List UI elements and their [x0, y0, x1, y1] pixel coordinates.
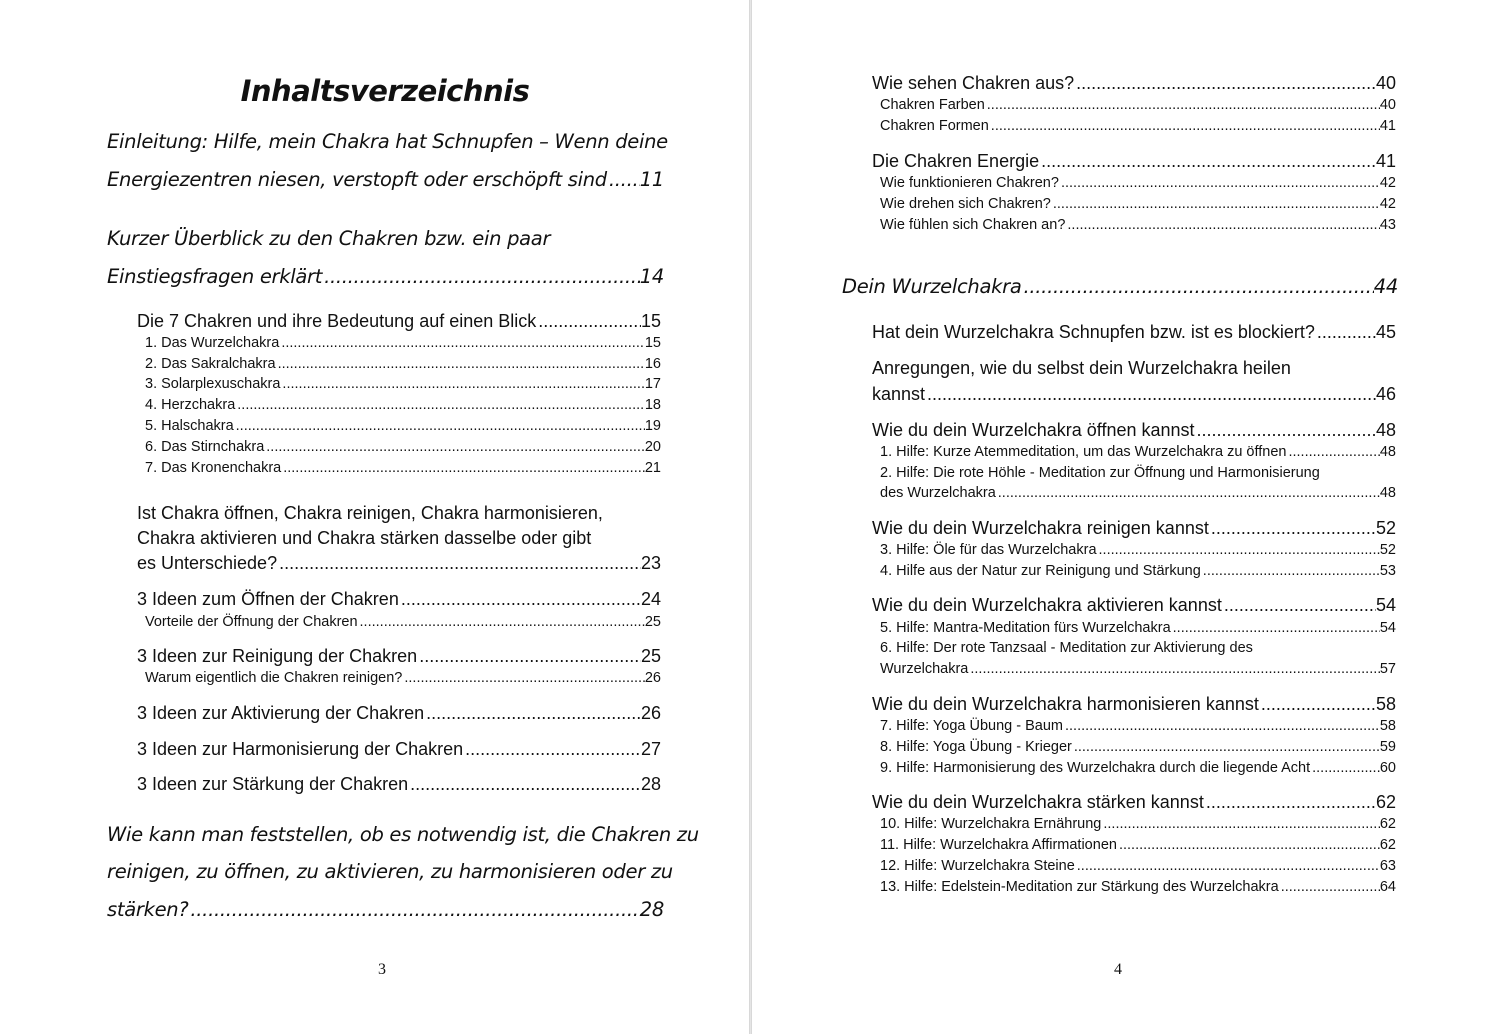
toc-entry-chakra-7[interactable] [145, 460, 661, 476]
toc-entry-hilfe-12[interactable] [880, 858, 1396, 874]
toc-entry-title: Wie du dein Wurzelchakra öffnen kannst [872, 420, 1195, 440]
toc-page-number: 41 [1379, 118, 1396, 134]
toc-entry-title: 5. Halschakra [145, 418, 234, 434]
toc-page-number: 18 [644, 397, 661, 413]
toc-entry-title: 12. Hilfe: Wurzelchakra Steine [880, 858, 1075, 874]
toc-entry-farben[interactable] [880, 97, 1396, 113]
toc-entry-title: 3 Ideen zur Reinigung der Chakren [137, 646, 418, 666]
toc-entry-anregungen[interactable] [872, 384, 1396, 405]
toc-entry-title: 13. Hilfe: Edelstein-Meditation zur Stärkung des Wurzelchakra [880, 879, 1279, 895]
toc-entry-reinigung[interactable] [137, 646, 661, 667]
toc-page-number: 58 [1379, 718, 1396, 734]
toc-entry-title: 7. Hilfe: Yoga Übung - Baum [880, 718, 1063, 734]
toc-entry-title: 11. Hilfe: Wurzelchakra Affirmationen [880, 837, 1117, 853]
toc-page-number: 54 [1379, 620, 1396, 636]
toc-page-number: 52 [1379, 542, 1396, 558]
toc-entry-title: Energiezentren niesen, verstopft oder erschöpft sind [107, 168, 607, 191]
toc-page-number: 42 [1379, 175, 1396, 191]
toc-entry-ist-line1[interactable]: Ist Chakra öffnen, Chakra reinigen, Chakra harmonisieren, [137, 503, 603, 523]
toc-page-number: 58 [1375, 694, 1396, 714]
toc-page-number: 28 [640, 774, 661, 794]
toc-entry-title: Wie fühlen sich Chakren an? [880, 217, 1066, 233]
page-number-right: 4 [1114, 961, 1122, 978]
toc-entry-feststellen[interactable] [107, 898, 664, 921]
toc-entry-title: Wie sehen Chakren aus? [872, 73, 1075, 93]
toc-entry-hilfe-7[interactable] [880, 718, 1396, 734]
toc-page-number: 42 [1379, 196, 1396, 212]
toc-entry-hilfe-6-line1[interactable]: 6. Hilfe: Der rote Tanzsaal - Meditation zur Aktivierung des [880, 640, 1253, 656]
toc-page-number: 62 [1375, 792, 1396, 812]
toc-page-number: 19 [644, 418, 661, 434]
toc-page-number: 53 [1379, 563, 1396, 579]
toc-entry-chakra-5[interactable] [145, 418, 661, 434]
toc-entry-title: Wurzelchakra [880, 661, 969, 677]
toc-page-number: 54 [1375, 595, 1396, 615]
toc-page-number: 60 [1379, 760, 1396, 776]
toc-entry-hilfe-2[interactable] [880, 485, 1396, 501]
toc-entry-anregungen-line1[interactable]: Anregungen, wie du selbst dein Wurzelchakra heilen [872, 358, 1291, 378]
toc-entry-title: des Wurzelchakra [880, 485, 996, 501]
toc-page-number: 44 [1373, 275, 1398, 298]
toc-entry-w-staerken[interactable] [872, 792, 1396, 813]
toc-page-number: 63 [1379, 858, 1396, 874]
toc-page-number: 40 [1375, 73, 1396, 93]
toc-page-number: 52 [1375, 518, 1396, 538]
toc-entry-title: 9. Hilfe: Harmonisierung des Wurzelchakra durch die liegende Acht [880, 760, 1311, 776]
toc-entry-aussehen[interactable] [872, 73, 1396, 94]
toc-entry-formen[interactable] [880, 118, 1396, 134]
toc-page-number: 64 [1379, 879, 1396, 895]
toc-entry-title: Wie funktionieren Chakren? [880, 175, 1059, 191]
toc-entry-chakra-4[interactable] [145, 397, 661, 413]
toc-page-number: 14 [639, 265, 664, 288]
toc-entry-title: es Unterschiede? [137, 553, 278, 573]
toc-page-number: 57 [1379, 661, 1396, 677]
toc-page-number: 21 [644, 460, 661, 476]
page-number-left: 3 [378, 961, 386, 978]
toc-page-number: 48 [1375, 420, 1396, 440]
toc-entry-ueberblick-line1[interactable]: Kurzer Überblick zu den Chakren bzw. ein paar [107, 227, 551, 250]
toc-page-number: 24 [640, 589, 661, 609]
toc-entry-title: Warum eigentlich die Chakren reinigen? [145, 670, 403, 686]
toc-entry-oeffnen[interactable] [137, 589, 661, 610]
toc-entry-chakra-6[interactable] [145, 439, 661, 455]
toc-entry-hilfe-6[interactable] [880, 661, 1396, 677]
toc-page-number: 45 [1375, 322, 1396, 342]
toc-entry-staerkung[interactable] [137, 774, 661, 795]
toc-entry-title: 7. Das Kronenchakra [145, 460, 282, 476]
toc-page-number: 16 [644, 356, 661, 372]
toc-entry-aktivierung[interactable] [137, 703, 661, 724]
toc-entry-chakra-1[interactable] [145, 335, 661, 351]
toc-entry-title: 2. Das Sakralchakra [145, 356, 276, 372]
toc-entry-w-harmonisieren[interactable] [872, 694, 1396, 715]
toc-entry-title: 10. Hilfe: Wurzelchakra Ernährung [880, 816, 1102, 832]
toc-entry-ist-line2[interactable]: Chakra aktivieren und Chakra stärken dasselbe oder gibt [137, 528, 592, 548]
toc-page-number: 17 [644, 376, 661, 392]
toc-entry-hilfe-5[interactable] [880, 620, 1396, 636]
toc-entry-schnupfen[interactable] [872, 322, 1396, 343]
toc-page-number: 62 [1379, 837, 1396, 853]
toc-page-number: 59 [1379, 739, 1396, 755]
toc-entry-title: Dein Wurzelchakra [842, 275, 1022, 298]
toc-entry-chakra-3[interactable] [145, 376, 661, 392]
toc-entry-title: Chakren Formen [880, 118, 989, 134]
toc-entry-w-reinigen[interactable] [872, 518, 1396, 539]
toc-entry-chakra-2[interactable] [145, 356, 661, 372]
toc-page-number: 15 [644, 335, 661, 351]
toc-page-number: 27 [640, 739, 661, 759]
toc-entry-w-aktivieren[interactable] [872, 595, 1396, 616]
toc-entry-title: Die 7 Chakren und ihre Bedeutung auf einen Blick [137, 311, 537, 331]
toc-page-number: 11 [639, 168, 664, 191]
toc-title: Inhaltsverzeichnis [240, 74, 530, 108]
toc-page-number: 23 [640, 553, 661, 573]
toc-entry-title: 8. Hilfe: Yoga Übung - Krieger [880, 739, 1072, 755]
toc-entry-hilfe-11[interactable] [880, 837, 1396, 853]
toc-entry-title: 3 Ideen zur Harmonisierung der Chakren [137, 739, 464, 759]
toc-entry-title: Wie du dein Wurzelchakra stärken kannst [872, 792, 1204, 812]
toc-entry-title: 6. Das Stirnchakra [145, 439, 265, 455]
toc-entry-hilfe-1[interactable] [880, 444, 1396, 460]
toc-entry-ist[interactable] [137, 553, 661, 574]
toc-entry-einleitung[interactable] [107, 168, 664, 191]
toc-entry-harmonisierung[interactable] [137, 739, 661, 760]
toc-entry-vorteile[interactable] [145, 614, 661, 630]
toc-entry-title: 3 Ideen zum Öffnen der Chakren [137, 589, 399, 609]
toc-entry-hilfe-9[interactable] [880, 760, 1396, 776]
toc-entry-title: 5. Hilfe: Mantra-Meditation fürs Wurzelchakra [880, 620, 1171, 636]
toc-entry-title: 3 Ideen zur Aktivierung der Chakren [137, 703, 425, 723]
toc-page-number: 15 [640, 311, 661, 331]
toc-entry-drehen[interactable] [880, 196, 1396, 212]
toc-entry-title: 1. Das Wurzelchakra [145, 335, 280, 351]
toc-entry-hilfe-2-line1[interactable]: 2. Hilfe: Die rote Höhle - Meditation zur Öffnung und Harmonisierung [880, 465, 1320, 481]
toc-entry-title: 3. Solarplexuschakra [145, 376, 281, 392]
toc-entry-title: Wie du dein Wurzelchakra reinigen kannst [872, 518, 1209, 538]
toc-entry-title: 4. Hilfe aus der Natur zur Reinigung und Stärkung [880, 563, 1201, 579]
toc-page-number: 25 [640, 646, 661, 666]
toc-entry-title: Wie du dein Wurzelchakra harmonisieren kannst [872, 694, 1259, 714]
toc-page-number: 46 [1375, 384, 1396, 404]
toc-entry-hilfe-10[interactable] [880, 816, 1396, 832]
toc-page-number: 62 [1379, 816, 1396, 832]
toc-entry-ueberblick[interactable] [107, 265, 664, 288]
toc-entry-einleitung-line1[interactable]: Einleitung: Hilfe, mein Chakra hat Schnupfen – Wenn deine [107, 130, 668, 153]
toc-page-number: 28 [639, 898, 664, 921]
toc-page-number: 26 [644, 670, 661, 686]
toc-entry-title: kannst [872, 384, 926, 404]
toc-entry-fuehlen[interactable] [880, 217, 1396, 233]
toc-page-number: 40 [1379, 97, 1396, 113]
toc-entry-wurzelchakra[interactable] [842, 275, 1398, 298]
toc-entry-title: Wie du dein Wurzelchakra aktivieren kannst [872, 595, 1222, 615]
toc-entry-feststellen-line1[interactable]: Wie kann man feststellen, ob es notwendig ist, die Chakren zu [107, 823, 699, 846]
toc-entry-title: Wie drehen sich Chakren? [880, 196, 1051, 212]
toc-entry-title: Hat dein Wurzelchakra Schnupfen bzw. ist es blockiert? [872, 322, 1315, 342]
toc-entry-title: Vorteile der Öffnung der Chakren [145, 614, 358, 630]
toc-page-number: 41 [1375, 151, 1396, 171]
toc-entry-title: Einstiegsfragen erklärt [107, 265, 323, 288]
toc-entry-title: Chakren Farben [880, 97, 985, 113]
toc-entry-title: 3. Hilfe: Öle für das Wurzelchakra [880, 542, 1097, 558]
toc-entry-feststellen-line2[interactable]: reinigen, zu öffnen, zu aktivieren, zu harmonisieren oder zu [107, 860, 673, 883]
toc-page-number: 48 [1379, 444, 1396, 460]
toc-entry-hilfe-13[interactable] [880, 879, 1396, 895]
toc-entry-funktionieren[interactable] [880, 175, 1396, 191]
toc-entry-hilfe-4[interactable] [880, 563, 1396, 579]
toc-entry-w-oeffnen[interactable] [872, 420, 1396, 441]
toc-entry-sieben-chakren[interactable] [137, 311, 661, 332]
toc-entry-title: stärken? [107, 898, 189, 921]
toc-entry-energie[interactable] [872, 151, 1396, 172]
toc-page-number: 26 [640, 703, 661, 723]
toc-page-number: 48 [1379, 485, 1396, 501]
toc-entry-title: Die Chakren Energie [872, 151, 1040, 171]
toc-page-number: 25 [644, 614, 661, 630]
toc-entry-title: 1. Hilfe: Kurze Atemmeditation, um das Wurzelchakra zu öffnen [880, 444, 1287, 460]
toc-entry-hilfe-8[interactable] [880, 739, 1396, 755]
toc-page-number: 43 [1379, 217, 1396, 233]
toc-entry-hilfe-3[interactable] [880, 542, 1396, 558]
toc-entry-title: 4. Herzchakra [145, 397, 236, 413]
right-page [752, 0, 1496, 1034]
toc-entry-warum[interactable] [145, 670, 661, 686]
toc-entry-title: 3 Ideen zur Stärkung der Chakren [137, 774, 409, 794]
toc-page-number: 20 [644, 439, 661, 455]
